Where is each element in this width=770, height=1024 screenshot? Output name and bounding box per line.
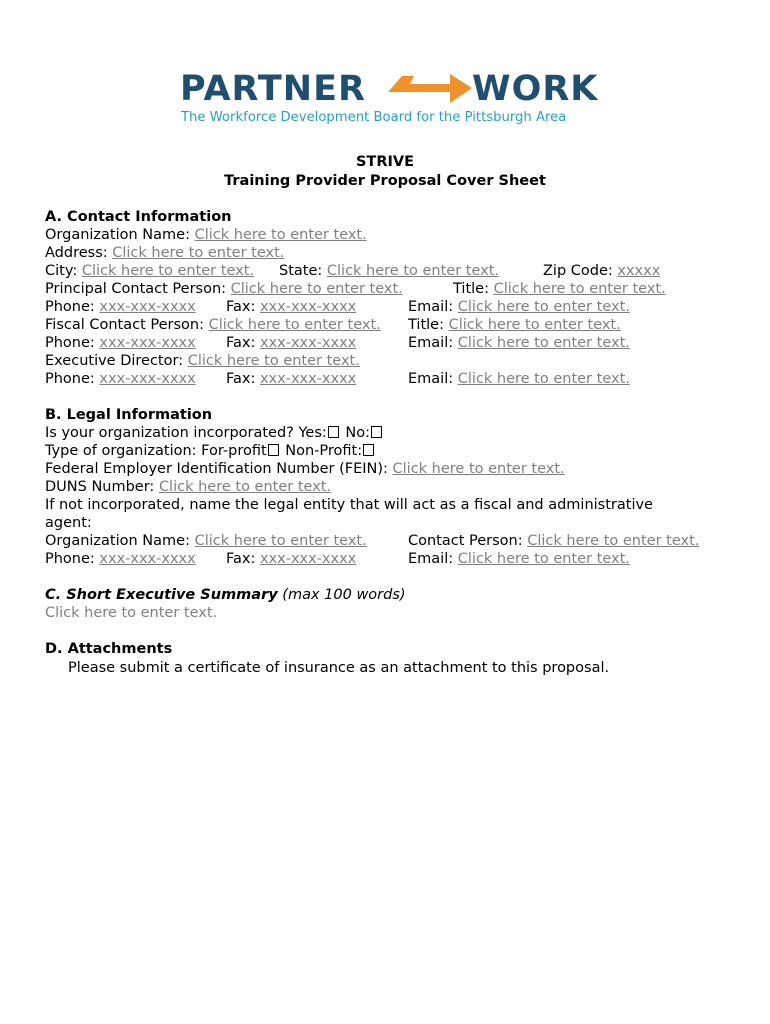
fiscal-email-field[interactable]: Click here to enter text.	[457, 335, 630, 351]
yes-checkbox[interactable]	[328, 426, 339, 438]
summary-field[interactable]: Click here to enter text.	[45, 605, 218, 621]
principal-title-field[interactable]: Click here to enter text.	[493, 281, 666, 297]
no-checkbox[interactable]	[371, 426, 382, 438]
non-profit-checkbox[interactable]	[363, 444, 374, 456]
org-type-question: Type of organization: For-profit	[45, 443, 267, 459]
city-label: City:	[45, 263, 82, 279]
not-incorporated-text-2: agent:	[45, 515, 92, 531]
not-incorporated-text-1: If not incorporated, name the legal entity that will act as a fiscal and administrative	[45, 497, 653, 513]
section-heading-legal: B. Legal Information	[45, 407, 213, 423]
agent-contact-label: Contact Person:	[408, 533, 528, 549]
arrow-icon	[388, 72, 472, 104]
duns-field[interactable]: Click here to enter text.	[158, 479, 332, 495]
principal-row	[45, 280, 403, 298]
fiscal-fax-group	[226, 334, 356, 352]
org-name-field[interactable]: Click here to enter text.	[194, 227, 367, 243]
attachments-text: Please submit a certificate of insurance as an attachment to this proposal.	[68, 660, 610, 676]
principal-email-group	[408, 298, 630, 316]
email-label: Email:	[408, 299, 458, 315]
phone-label: Phone:	[45, 371, 100, 387]
fax-label: Fax:	[226, 371, 260, 387]
summary-heading-row	[45, 586, 406, 604]
fax-label: Fax:	[226, 335, 260, 351]
exec-fax-group	[226, 370, 356, 388]
duns-row	[45, 478, 331, 496]
fein-label: Federal Employer Identification Number (FEIN):	[45, 461, 393, 477]
fiscal-field[interactable]: Click here to enter text.	[208, 317, 381, 333]
exec-phone-row	[45, 370, 196, 388]
partner4work-logo	[180, 69, 599, 130]
email-label: Email:	[408, 335, 458, 351]
agent-phone-field[interactable]: xxx-xxx-xxxx	[99, 551, 196, 567]
fiscal-phone-row	[45, 334, 196, 352]
org-type-row	[45, 442, 376, 460]
fein-field[interactable]: Click here to enter text.	[392, 461, 565, 477]
org-name-row	[45, 226, 367, 244]
zip-field[interactable]: xxxxx	[617, 263, 661, 279]
principal-label: Principal Contact Person:	[45, 281, 231, 297]
fiscal-fax-field[interactable]: xxx-xxx-xxxx	[259, 335, 357, 351]
exec-row	[45, 352, 360, 370]
agent-email-field[interactable]: Click here to enter text.	[457, 551, 630, 567]
agent-fax-field[interactable]: xxx-xxx-xxxx	[259, 551, 357, 567]
address-label: Address:	[45, 245, 113, 261]
fiscal-email-group	[408, 334, 630, 352]
fiscal-title-group	[408, 316, 621, 334]
incorporated-row	[45, 424, 384, 442]
fiscal-label: Fiscal Contact Person:	[45, 317, 209, 333]
email-label: Email:	[408, 371, 458, 387]
state-label: State:	[279, 263, 327, 279]
fax-label: Fax:	[226, 551, 260, 567]
city-row	[45, 262, 254, 280]
principal-phone-row	[45, 298, 196, 316]
fiscal-title-field[interactable]: Click here to enter text.	[448, 317, 621, 333]
agent-contact-group	[408, 532, 699, 550]
principal-fax-field[interactable]: xxx-xxx-xxxx	[259, 299, 357, 315]
agent-fax-group	[226, 550, 356, 568]
principal-field[interactable]: Click here to enter text.	[230, 281, 403, 297]
fax-label: Fax:	[226, 299, 260, 315]
agent-contact-field[interactable]: Click here to enter text.	[527, 533, 700, 549]
logo-word-partner: PARTNER	[180, 69, 366, 109]
section-heading-contact: A. Contact Information	[45, 209, 232, 225]
exec-fax-field[interactable]: xxx-xxx-xxxx	[259, 371, 357, 387]
principal-email-field[interactable]: Click here to enter text.	[457, 299, 630, 315]
fein-row	[45, 460, 565, 478]
agent-org-row	[45, 532, 367, 550]
exec-email-group	[408, 370, 630, 388]
fiscal-phone-field[interactable]: xxx-xxx-xxxx	[99, 335, 196, 351]
org-name-label: Organization Name:	[45, 227, 195, 243]
agent-org-label: Organization Name:	[45, 533, 195, 549]
exec-label: Executive Director:	[45, 353, 188, 369]
doc-title-strive: STRIVE	[355, 154, 415, 170]
address-field[interactable]: Click here to enter text.	[112, 245, 285, 261]
for-profit-checkbox[interactable]	[268, 444, 279, 456]
state-group	[279, 262, 499, 280]
logo-tagline: The Workforce Development Board for the Pittsburgh Area	[181, 110, 567, 125]
email-label: Email:	[408, 551, 458, 567]
agent-phone-row	[45, 550, 196, 568]
fiscal-row	[45, 316, 381, 334]
agent-email-group	[408, 550, 630, 568]
principal-title-label: Title:	[453, 281, 494, 297]
section-heading-summary: C. Short Executive Summary	[45, 587, 278, 603]
phone-label: Phone:	[45, 335, 100, 351]
summary-note: (max 100 words)	[277, 587, 406, 603]
exec-field[interactable]: Click here to enter text.	[187, 353, 360, 369]
nonprofit-label: Non-Profit:	[280, 443, 363, 459]
exec-phone-field[interactable]: xxx-xxx-xxxx	[99, 371, 196, 387]
logo-word-work: WORK	[472, 69, 599, 109]
incorporated-question: Is your organization incorporated? Yes:	[45, 425, 327, 441]
doc-title-cover-sheet: Training Provider Proposal Cover Sheet	[224, 173, 546, 189]
fiscal-title-label: Title:	[408, 317, 449, 333]
phone-label: Phone:	[45, 299, 100, 315]
no-label: No:	[340, 425, 370, 441]
principal-title-group	[453, 280, 666, 298]
phone-label: Phone:	[45, 551, 100, 567]
agent-org-field[interactable]: Click here to enter text.	[194, 533, 367, 549]
zip-label: Zip Code:	[543, 263, 618, 279]
section-heading-attachments: D. Attachments	[45, 641, 173, 657]
zip-group	[543, 262, 660, 280]
state-field[interactable]: Click here to enter text.	[326, 263, 500, 279]
duns-label: DUNS Number:	[45, 479, 159, 495]
city-field[interactable]: Click here to enter text.	[81, 263, 254, 279]
exec-email-field[interactable]: Click here to enter text.	[457, 371, 630, 387]
principal-fax-group	[226, 298, 356, 316]
principal-phone-field[interactable]: xxx-xxx-xxxx	[99, 299, 196, 315]
address-row	[45, 244, 284, 262]
